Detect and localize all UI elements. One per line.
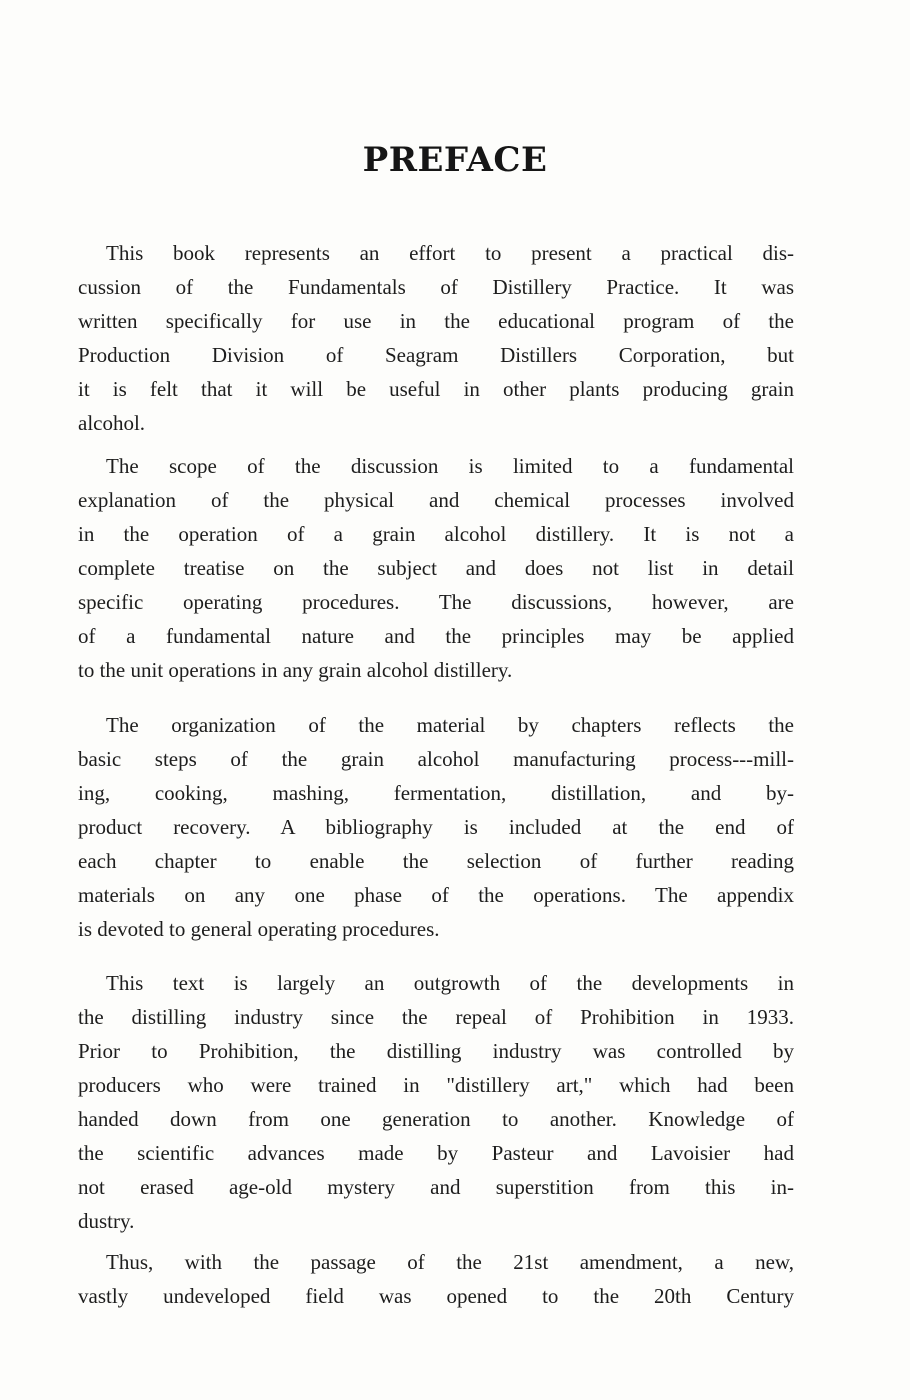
paragraph-line: explanation of the physical and chemical processes involved [78, 488, 794, 512]
paragraph-line: producers who were trained in "distillery art," which had been [78, 1073, 794, 1097]
paragraph-line: product recovery. A bibliography is included at the end of [78, 815, 794, 839]
paragraph-line: the scientific advances made by Pasteur and Lavoisier had [78, 1141, 794, 1165]
paragraph-line: Prior to Prohibition, the distilling industry was controlled by [78, 1039, 794, 1063]
paragraph-3 [78, 708, 794, 946]
paragraph-line: to the unit operations in any grain alcohol distillery. [78, 658, 513, 682]
paragraph-line: it is felt that it will be useful in other plants producing grain [78, 377, 794, 401]
paragraph-line: dustry. [78, 1209, 135, 1233]
paragraph-4 [78, 966, 794, 1238]
paragraph-line: Production Division of Seagram Distillers Corporation, but [78, 343, 794, 367]
paragraph-line: alcohol. [78, 411, 146, 435]
paragraph-line: Thus, with the passage of the 21st amendment, a new, [106, 1250, 794, 1274]
paragraph-1 [78, 236, 794, 440]
page-title: PREFACE [362, 140, 548, 180]
paragraph-line: basic steps of the grain alcohol manufacturing process---mill- [78, 747, 794, 771]
paragraph-line: the distilling industry since the repeal of Prohibition in 1933. [78, 1005, 794, 1029]
paragraph-line: The organization of the material by chapters reflects the [106, 713, 794, 737]
paragraph-line: complete treatise on the subject and does not list in detail [78, 556, 794, 580]
paragraph-line: handed down from one generation to another. Knowledge of [78, 1107, 794, 1131]
paragraph-line: not erased age-old mystery and superstition from this in- [78, 1175, 794, 1199]
paragraph-line: ing, cooking, mashing, fermentation, distillation, and by- [78, 781, 794, 805]
paragraph-line: vastly undeveloped field was opened to the 20th Century [78, 1284, 794, 1308]
paragraph-line: is devoted to general operating procedures. [78, 917, 440, 941]
paragraph-line: each chapter to enable the selection of further reading [78, 849, 794, 873]
paragraph-5 [78, 1245, 794, 1313]
paragraph-line: This text is largely an outgrowth of the developments in [106, 971, 794, 995]
paragraph-line: The scope of the discussion is limited to a fundamental [106, 454, 794, 478]
paragraph-line: of a fundamental nature and the principles may be applied [78, 624, 794, 648]
paragraph-line: This book represents an effort to present a practical dis- [106, 241, 794, 265]
paragraph-2 [78, 449, 794, 687]
paragraph-line: written specifically for use in the educational program of the [78, 309, 794, 333]
paragraph-line: cussion of the Fundamentals of Distillery Practice. It was [78, 275, 794, 299]
paragraph-line: materials on any one phase of the operations. The appendix [78, 883, 794, 907]
paragraph-line: specific operating procedures. The discussions, however, are [78, 590, 794, 614]
paragraph-line: in the operation of a grain alcohol distillery. It is not a [78, 522, 794, 546]
